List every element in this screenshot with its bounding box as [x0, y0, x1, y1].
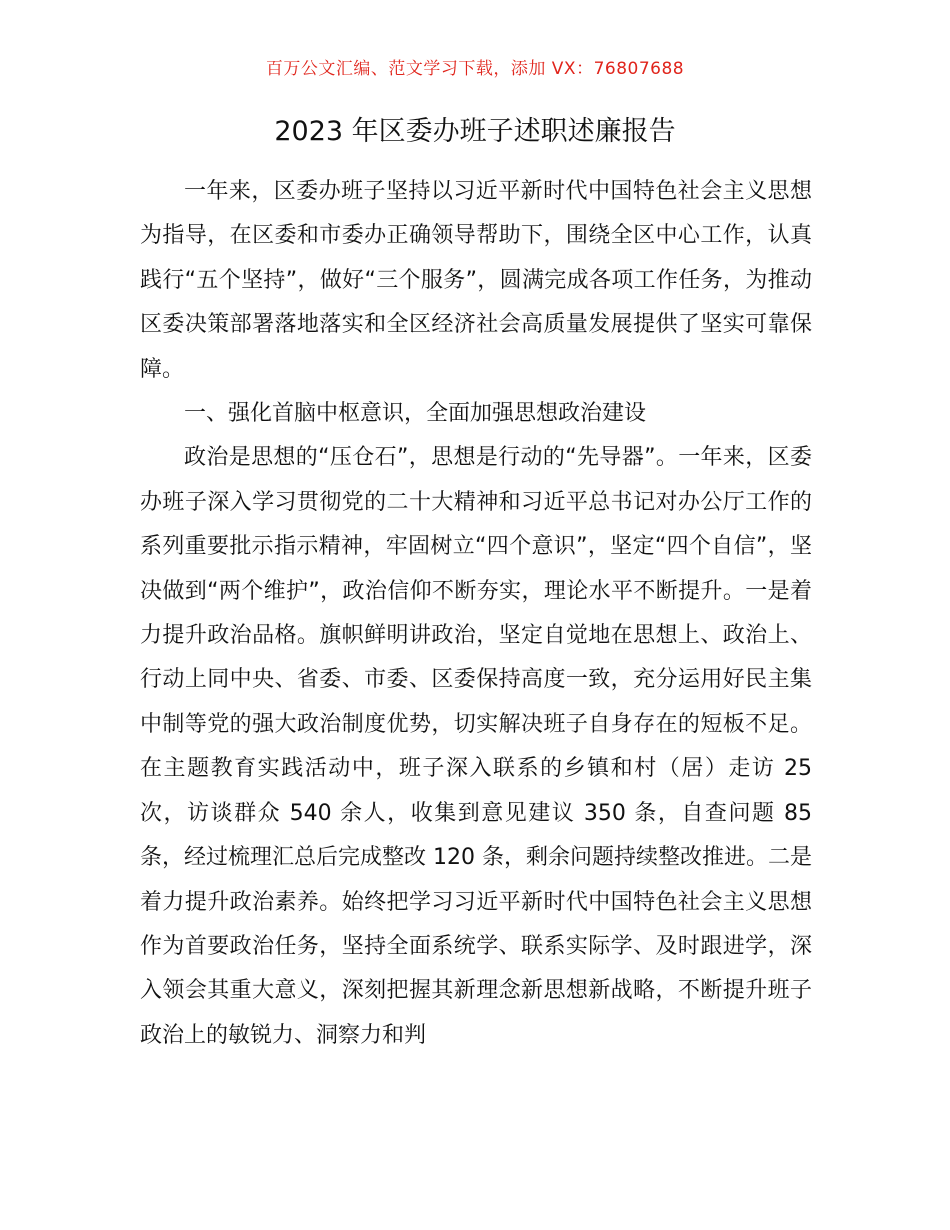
intro-paragraph: 一年来，区委办班子坚持以习近平新时代中国特色社会主义思想为指导，在区委和市委办正确领导帮助下，围绕全区中心工作，认真践行“五个坚持”，做好“三个服务”，圆满完成各项工作任务，为推动区委决策部署落地落实和全区经济社会高质量发展提供了坚实可靠保障。	[140, 179, 812, 382]
section-heading: 一、强化首脑中枢意识，全面加强思想政治建设	[184, 401, 647, 427]
watermark-header: 百万公文汇编、范文学习下载，添加 VX：76807688	[265, 59, 685, 79]
body-paragraph: 政治是思想的“压仓石”，思想是行动的“先导器”。一年来，区委办班子深入学习贯彻党的二十大精神和习近平总书记对办公厅工作的系列重要批示指示精神，牢固树立“四个意识”，坚定“四个自信”，坚决做到“两个维护”，政治信仰不断夯实，理论水平不断提升。一是着力提升政治品格。旗帜鲜明讲政治，坚定自觉地在思想上、政治上、行动上同中央、省委、市委、区委保持高度一致，充分运用好民主集中制等党的强大政治制度优势，切实解决班子自身存在的短板不足。在主题教育实践活动中，班子深入联系的乡镇和村（居）走访 25 次，访谈群众 540 余人，收集到意见建议 350 条，自查问题 85 条，经过梳理汇总后完成整改 120 条，剩余问题持续整改推进。二是着力提升政治素养。始终把学习习近平新时代中国特色社会主义思想作为首要政治任务，坚持全面系统学、联系实际学、及时跟进学，深入领会其重大意义，深刻把握其新理念新思想新战略，不断提升班子政治上的敏锐力、洞察力和判	[140, 445, 812, 1048]
page-title: 2023 年区委办班子述职述廉报告	[274, 116, 676, 147]
document-body	[140, 170, 812, 1058]
